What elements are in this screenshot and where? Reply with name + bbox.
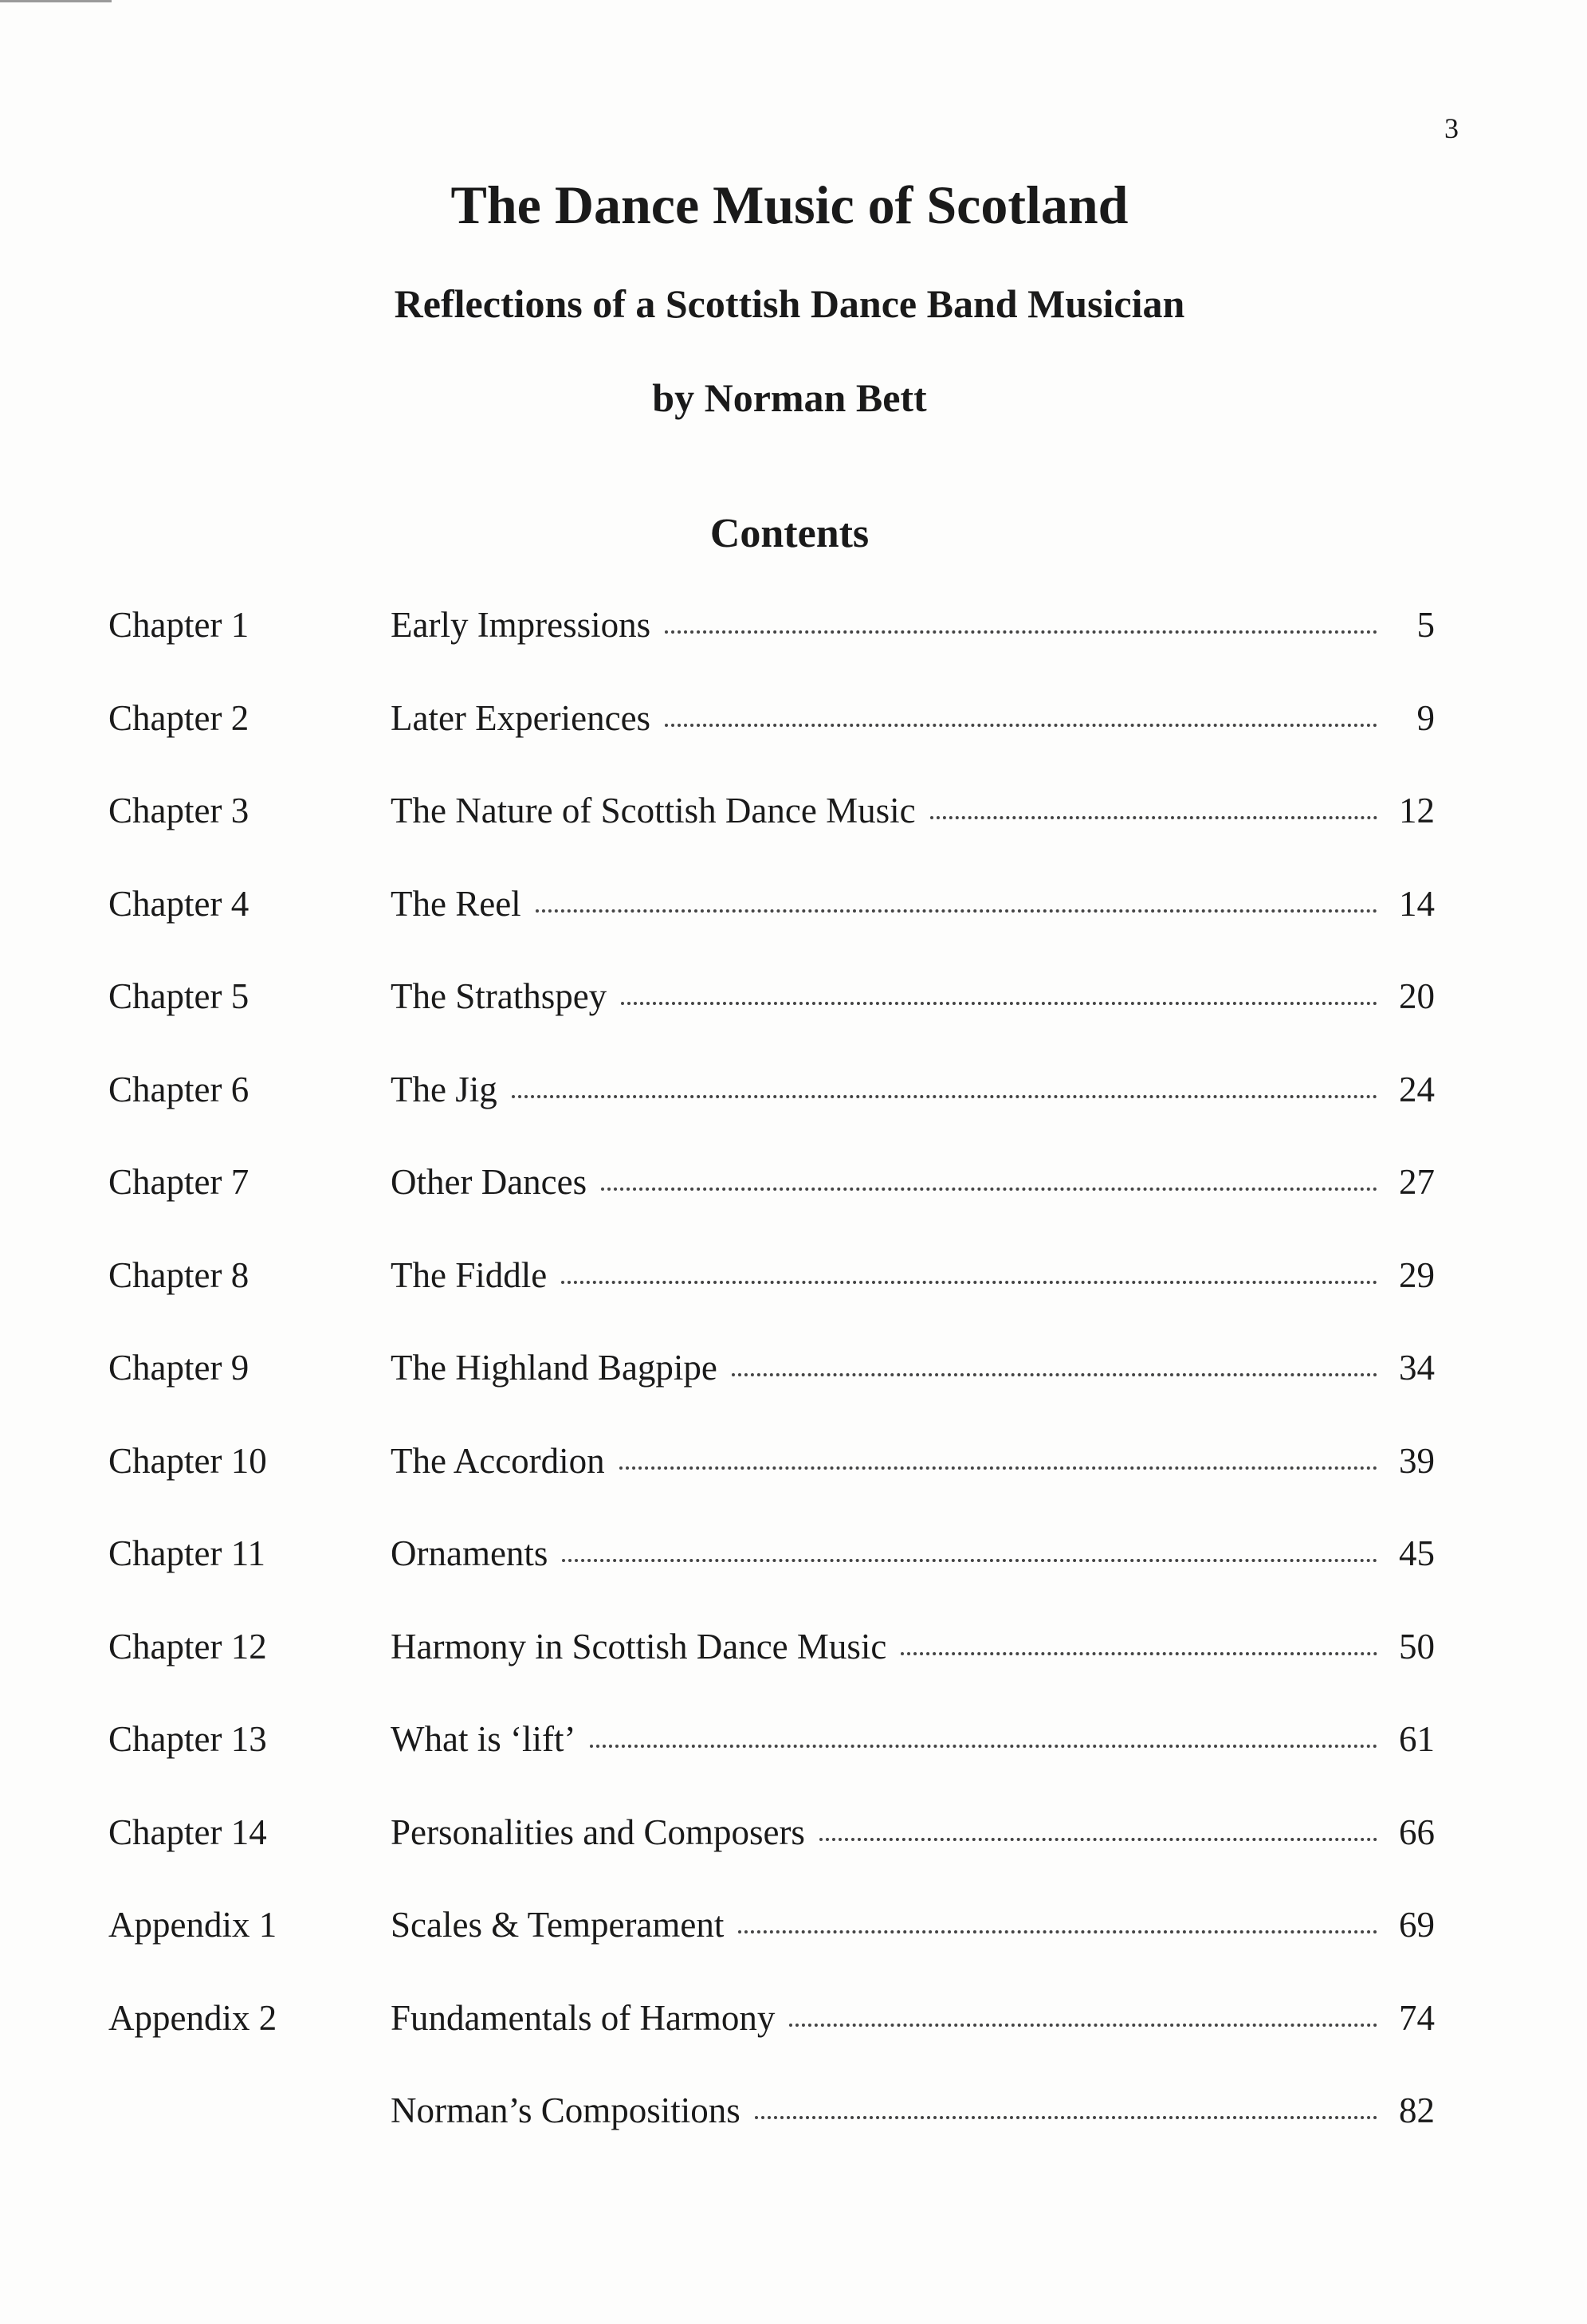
toc-label: Chapter 7 bbox=[108, 1162, 249, 1202]
toc-page-number: 27 bbox=[1399, 1162, 1435, 1202]
toc-row[interactable] bbox=[0, 976, 1587, 1069]
toc-row[interactable] bbox=[0, 2090, 1587, 2183]
toc-row[interactable] bbox=[0, 790, 1587, 883]
toc-row[interactable] bbox=[0, 1440, 1587, 1533]
toc-title: Scales & Temperament bbox=[391, 1905, 725, 1945]
toc-page-number: 34 bbox=[1399, 1348, 1435, 1388]
toc-title: The Highland Bagpipe bbox=[391, 1348, 717, 1388]
toc-entry bbox=[391, 976, 1435, 1017]
toc-label: Appendix 2 bbox=[108, 1997, 277, 2038]
table-of-contents bbox=[0, 604, 1587, 2183]
toc-page-number: 20 bbox=[1399, 976, 1435, 1016]
toc-entry bbox=[391, 1347, 1435, 1388]
book-title: The Dance Music of Scotland bbox=[450, 175, 1129, 235]
toc-page-number: 45 bbox=[1399, 1533, 1435, 1573]
toc-entry bbox=[391, 790, 1435, 831]
contents-heading: Contents bbox=[709, 511, 870, 556]
toc-page-number: 50 bbox=[1399, 1626, 1435, 1666]
toc-page-number: 14 bbox=[1399, 883, 1435, 924]
toc-row[interactable] bbox=[0, 1997, 1587, 2090]
top-edge-rule bbox=[0, 0, 112, 2]
toc-page-number: 39 bbox=[1399, 1440, 1435, 1481]
toc-page-number: 12 bbox=[1399, 791, 1435, 830]
toc-title: The Reel bbox=[391, 883, 521, 924]
toc-page-number: 66 bbox=[1399, 1812, 1435, 1852]
toc-entry bbox=[391, 1997, 1435, 2039]
toc-entry bbox=[391, 604, 1435, 646]
toc-title: The Strathspey bbox=[391, 976, 607, 1016]
book-author: by Norman Bett bbox=[652, 375, 927, 420]
toc-label: Chapter 5 bbox=[108, 976, 249, 1016]
toc-label: Chapter 12 bbox=[108, 1626, 267, 1666]
toc-entry bbox=[391, 1254, 1435, 1296]
toc-entry bbox=[391, 2090, 1435, 2131]
toc-label: Chapter 14 bbox=[108, 1812, 267, 1852]
toc-title: The Accordion bbox=[391, 1440, 605, 1481]
toc-row[interactable] bbox=[0, 604, 1587, 697]
toc-label: Chapter 4 bbox=[108, 883, 249, 924]
toc-title: Later Experiences bbox=[391, 697, 651, 738]
toc-row[interactable] bbox=[0, 1904, 1587, 1997]
toc-label: Chapter 3 bbox=[108, 791, 249, 830]
toc-page-number: 9 bbox=[1416, 697, 1435, 738]
toc-label: Chapter 13 bbox=[108, 1719, 267, 1759]
toc-row[interactable] bbox=[0, 1812, 1587, 1905]
dot-leader bbox=[930, 813, 1377, 819]
toc-label: Chapter 2 bbox=[108, 697, 249, 738]
toc-label: Chapter 9 bbox=[108, 1348, 249, 1388]
dot-leader bbox=[590, 1741, 1377, 1748]
toc-label: Chapter 11 bbox=[108, 1533, 266, 1573]
toc-row[interactable] bbox=[0, 1161, 1587, 1254]
toc-title: Early Impressions bbox=[391, 605, 651, 645]
toc-row[interactable] bbox=[0, 883, 1587, 976]
toc-title: The Fiddle bbox=[391, 1254, 548, 1295]
dot-leader bbox=[665, 720, 1377, 727]
dot-leader bbox=[536, 906, 1377, 913]
dot-leader bbox=[738, 1927, 1377, 1933]
toc-page-number: 69 bbox=[1399, 1905, 1435, 1945]
toc-entry bbox=[391, 1904, 1435, 1945]
toc-row[interactable] bbox=[0, 697, 1587, 791]
toc-title: Harmony in Scottish Dance Music bbox=[391, 1626, 887, 1666]
toc-entry bbox=[391, 1161, 1435, 1203]
toc-entry bbox=[391, 1440, 1435, 1482]
toc-title: Ornaments bbox=[391, 1533, 548, 1573]
toc-entry bbox=[391, 1626, 1435, 1667]
toc-row[interactable] bbox=[0, 1533, 1587, 1626]
dot-leader bbox=[665, 627, 1377, 634]
toc-entry bbox=[391, 883, 1435, 924]
toc-label: Chapter 1 bbox=[108, 605, 249, 645]
dot-leader bbox=[621, 999, 1377, 1005]
dot-leader bbox=[561, 1278, 1377, 1284]
toc-entry bbox=[391, 1069, 1435, 1110]
toc-title: Other Dances bbox=[391, 1162, 587, 1202]
toc-entry bbox=[391, 697, 1435, 739]
dot-leader bbox=[732, 1370, 1377, 1376]
toc-title: The Jig bbox=[391, 1069, 497, 1109]
toc-row[interactable] bbox=[0, 1626, 1587, 1719]
dot-leader bbox=[755, 2113, 1377, 2119]
dot-leader bbox=[789, 2020, 1377, 2027]
book-subtitle: Reflections of a Scottish Dance Band Musician bbox=[394, 281, 1185, 326]
toc-label: Chapter 8 bbox=[108, 1254, 249, 1295]
toc-title: The Nature of Scottish Dance Music bbox=[391, 791, 916, 830]
toc-page-number: 74 bbox=[1399, 1997, 1435, 2038]
toc-entry bbox=[391, 1718, 1435, 1760]
dot-leader bbox=[619, 1463, 1377, 1470]
dot-leader bbox=[601, 1184, 1377, 1191]
dot-leader bbox=[901, 1649, 1377, 1655]
toc-label: Chapter 10 bbox=[108, 1440, 267, 1481]
toc-title: Fundamentals of Harmony bbox=[391, 1997, 776, 2038]
page-number: 3 bbox=[1444, 112, 1459, 144]
dot-leader bbox=[562, 1556, 1377, 1562]
toc-label: Chapter 6 bbox=[108, 1069, 249, 1109]
toc-label: Appendix 1 bbox=[108, 1905, 277, 1945]
toc-row[interactable] bbox=[0, 1347, 1587, 1440]
toc-row[interactable] bbox=[0, 1718, 1587, 1812]
toc-title: Personalities and Composers bbox=[391, 1812, 805, 1852]
toc-title: Norman’s Compositions bbox=[391, 2090, 740, 2130]
toc-page-number: 29 bbox=[1399, 1254, 1435, 1295]
toc-page-number: 82 bbox=[1399, 2090, 1435, 2130]
dot-leader bbox=[819, 1835, 1377, 1841]
toc-row[interactable] bbox=[0, 1254, 1587, 1348]
toc-entry bbox=[391, 1533, 1435, 1574]
dot-leader bbox=[512, 1092, 1377, 1098]
toc-page-number: 61 bbox=[1399, 1719, 1435, 1759]
toc-entry bbox=[391, 1812, 1435, 1853]
toc-page-number: 5 bbox=[1416, 605, 1435, 645]
toc-title: What is ‘lift’ bbox=[391, 1719, 576, 1759]
toc-row[interactable] bbox=[0, 1069, 1587, 1162]
toc-page-number: 24 bbox=[1399, 1069, 1435, 1109]
